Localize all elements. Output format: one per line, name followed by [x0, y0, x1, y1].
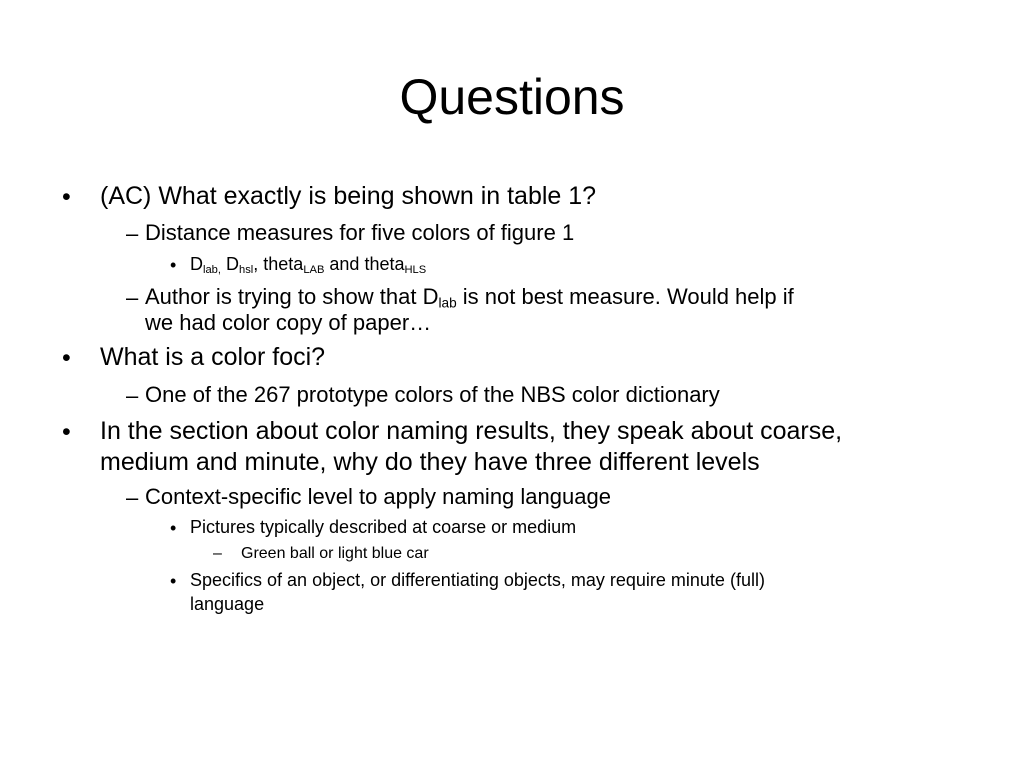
sub-bullet-marker: –: [126, 285, 139, 310]
bullet-text: (AC) What exactly is being shown in table 1?: [100, 182, 597, 210]
measure-subscript: HLS: [404, 263, 427, 276]
sub-sub-bullet-text-continuation: language: [190, 594, 265, 614]
distance-measure-list: [190, 255, 426, 275]
text-subscript: lab: [438, 295, 457, 311]
level4-bullet-marker: –: [213, 545, 222, 562]
sub-bullet-text: Context-specific level to apply naming language: [145, 484, 611, 509]
sub-sub-bullet-text: Specifics of an object, or differentiating objects, may require minute (full): [190, 570, 765, 590]
measure-base: D: [190, 254, 203, 274]
slide-title: Questions: [399, 69, 625, 125]
bullet-text: What is a color foci?: [100, 343, 326, 371]
text-segment: Author is trying to show that D: [145, 284, 439, 309]
measure-subscript: hsl: [239, 263, 254, 276]
sub-bullet-marker: –: [126, 221, 139, 246]
measure-base: , theta: [253, 254, 304, 274]
bullet-marker: •: [62, 418, 71, 446]
sub-sub-bullet-marker: •: [170, 255, 177, 275]
measure-base: D: [221, 254, 239, 274]
sub-bullet-text: One of the 267 prototype colors of the NBS color dictionary: [145, 382, 720, 407]
measure-base: and theta: [324, 254, 405, 274]
bullet-marker: •: [62, 344, 71, 372]
bullet-marker: •: [62, 183, 71, 211]
sub-sub-bullet-marker: •: [170, 571, 177, 591]
sub-bullet-marker: –: [126, 383, 139, 408]
text-segment: is not best measure. Would help if: [456, 284, 794, 309]
sub-bullet-text: Distance measures for five colors of figure 1: [145, 220, 575, 245]
sub-bullet-text: [145, 285, 794, 309]
bullet-text-continuation: medium and minute, why do they have three different levels: [100, 448, 760, 476]
sub-bullet-text-continuation: we had color copy of paper…: [145, 310, 432, 335]
measure-subscript: LAB: [303, 263, 325, 276]
sub-sub-bullet-marker: •: [170, 518, 177, 538]
level4-bullet-text: Green ball or light blue car: [241, 545, 429, 562]
measure-subscript: lab,: [203, 263, 221, 276]
sub-sub-bullet-text: Pictures typically described at coarse or medium: [190, 517, 577, 537]
bullet-text: In the section about color naming results, they speak about coarse,: [100, 417, 843, 445]
sub-bullet-marker: –: [126, 485, 139, 510]
